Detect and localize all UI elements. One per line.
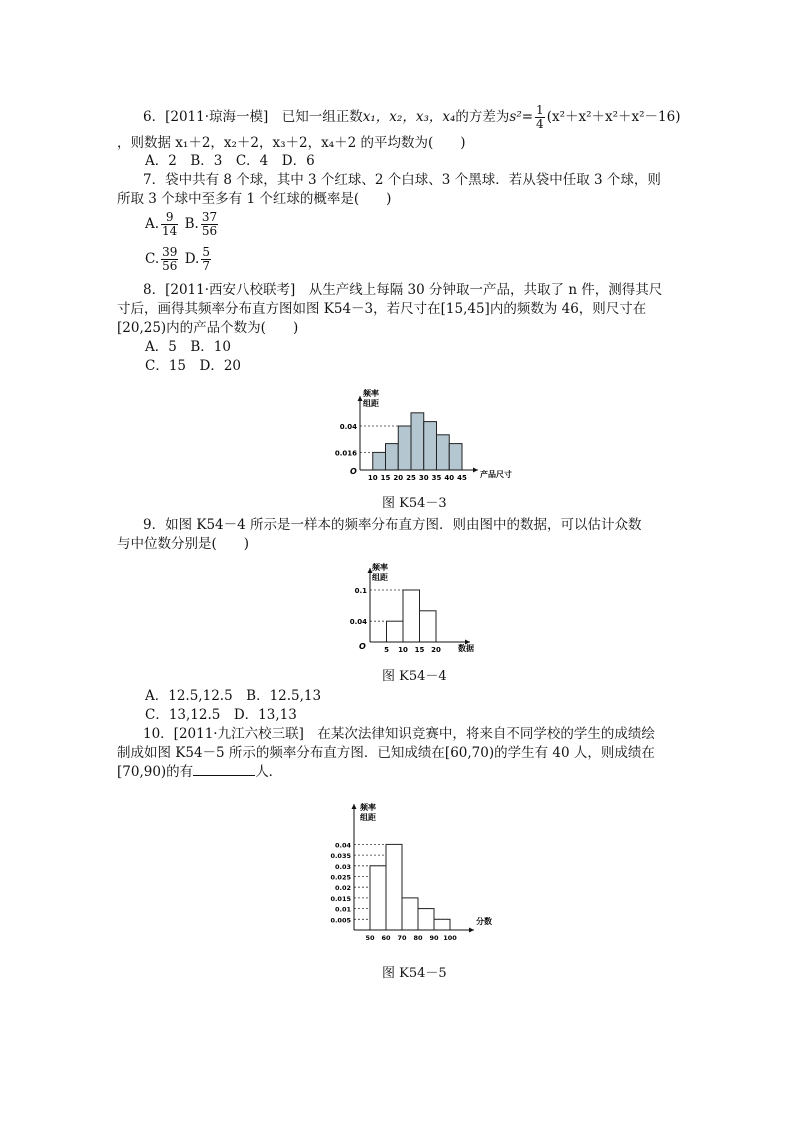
q7-optA-num: 9	[161, 211, 178, 225]
q6-expr: (x²＋x²＋x²＋x²－16)	[546, 109, 681, 125]
fig4-ylabel-1: 频率	[372, 563, 388, 572]
histogram-bar	[387, 621, 404, 642]
x-tick-label: 15	[380, 474, 391, 482]
histogram-bar	[386, 844, 402, 930]
y-tick-label: 0.005	[330, 916, 351, 925]
fig5-caption: 图 K54－5	[382, 966, 447, 981]
q8-line1: 8．[2011·西安八校联考] 从生产线上每隔 30 分钟取一产品，共取了 n 件，测得其尺	[143, 282, 663, 298]
fig4-xlabel: 数据	[458, 644, 474, 653]
q9-options-ab: A．12.5,12.5 B．12.5,13	[145, 688, 322, 704]
q10-line2: 制成如图 K54－5 所示的频率分布直方图．已知成绩在[60,70)的学生有 40 人，则成绩在	[117, 745, 655, 761]
fig5-ylabel-2: 组距	[360, 813, 376, 822]
x-tick-label: 70	[397, 934, 407, 942]
q7-optC-den: 56	[162, 259, 178, 273]
histogram-bar	[370, 866, 386, 930]
x-tick-label: 10	[398, 646, 408, 654]
fig3-ylabel-1: 频率	[363, 389, 379, 398]
histogram-bar	[420, 611, 437, 642]
x-tick-label: 25	[406, 474, 416, 482]
q7-optA-frac	[161, 211, 178, 238]
x-tick-label: 15	[414, 646, 425, 654]
x-axis-arrow	[473, 468, 478, 473]
y-tick-label: 0.035	[330, 852, 351, 861]
x-tick-label: 60	[381, 934, 391, 942]
histogram-bar	[403, 590, 420, 642]
histogram-bar	[411, 413, 424, 470]
x-tick-label: 5	[384, 646, 389, 654]
x-tick-label: 35	[431, 474, 442, 482]
q7-optA-label: A.	[145, 216, 160, 232]
q6-stem: 6．[2011·琼海一模] 已知一组正数	[143, 109, 363, 125]
fig4-caption: 图 K54－4	[382, 669, 447, 684]
q7-options-ab	[145, 211, 220, 238]
q9-line1: 9．如图 K54－4 所示是一样本的频率分布直方图．则由图中的数据，可以估计众数	[143, 517, 642, 533]
q6-fraction	[535, 104, 545, 131]
q6-s2: s²=	[509, 109, 534, 125]
fig4-ylabel-2: 组距	[372, 573, 388, 582]
q7-optD-den: 7	[202, 259, 210, 273]
y-tick-label: 0.1	[354, 587, 367, 595]
y-tick-label: 0.04	[334, 841, 351, 850]
q6-line1	[143, 104, 681, 131]
histogram-bar	[386, 444, 399, 470]
fig5-xlabel: 分数	[476, 917, 492, 926]
q7-optC-num: 39	[162, 245, 178, 259]
histogram-bar	[449, 444, 462, 470]
q8-options-cd: C．15 D．20	[145, 358, 242, 374]
q8-line3: [20,25)内的产品个数为( )	[117, 320, 299, 336]
x-tick-label: 20	[431, 646, 441, 654]
q9-options-cd: C．13,12.5 D．13,13	[145, 707, 297, 723]
fig3-caption: 图 K54－3	[382, 496, 447, 511]
figure-k54-3	[330, 388, 510, 488]
q7-optD-num: 5	[202, 245, 210, 259]
y-tick-label: 0.04	[349, 618, 367, 627]
q7-optD-frac	[201, 246, 211, 273]
q7-line1: 7．袋中共有 8 个球，其中 3 个红球、2 个白球、3 个黑球．若从袋中任取 3 个球，则	[143, 172, 661, 188]
q7-line2: 所取 3 个球中至多有 1 个红球的概率是( )	[117, 191, 392, 207]
q6-frac-den: 4	[536, 117, 544, 131]
q6-frac-num: 1	[536, 103, 544, 117]
fig5-ylabel-1: 频率	[360, 803, 376, 812]
q7-optC-frac	[161, 246, 178, 273]
y-tick-label: 0.03	[334, 862, 351, 871]
histogram-bar	[437, 435, 450, 470]
fig3-xlabel: 产品尺寸	[480, 470, 512, 479]
fig3-origin: O	[350, 467, 357, 476]
fig3-ylabel-2: 组距	[363, 399, 379, 408]
y-axis-arrow	[352, 804, 357, 809]
x-tick-label: 45	[457, 474, 467, 482]
q6-stem-mid: 的方差为	[455, 109, 510, 125]
y-tick-label: 0.015	[330, 894, 351, 903]
x-tick-label: 50	[365, 934, 375, 942]
histogram-bar	[424, 422, 437, 470]
q10-line1: 10．[2011·九江六校三联] 在某次法律知识竞赛中，将来自不同学校的学生的成绩绘	[143, 726, 655, 742]
q9-line2: 与中位数分别是( )	[117, 536, 250, 552]
histogram-bar	[434, 919, 450, 930]
x-axis-arrow	[469, 928, 474, 933]
fig4-origin: O	[359, 642, 366, 651]
q7-optB-label: B.	[184, 216, 199, 232]
histogram-bar	[402, 898, 418, 930]
y-tick-label: 0.04	[339, 423, 357, 431]
q10-answer-blank[interactable]	[193, 763, 255, 776]
x-tick-label: 10	[367, 474, 378, 482]
q6-options: A．2 B．3 C．4 D．6	[145, 153, 315, 169]
q10-line3-pre: [70,90)的有	[117, 764, 194, 780]
figure-k54-4	[350, 562, 480, 652]
figure-k54-5	[328, 800, 492, 945]
histogram-bar	[418, 909, 434, 930]
q7-optA-den: 14	[162, 224, 178, 238]
x-tick-label: 30	[418, 474, 429, 482]
q10-line3	[117, 763, 282, 781]
x-tick-label: 100	[443, 934, 457, 942]
q6-vars: x₁，x₂，x₃，x₄	[362, 109, 456, 125]
q7-optB-frac	[201, 211, 218, 238]
q10-line3-post: 人．	[255, 764, 283, 780]
q7-optB-num: 37	[201, 210, 218, 224]
x-tick-label: 20	[393, 474, 404, 482]
q7-optD-label: D.	[184, 251, 200, 267]
y-tick-label: 0.01	[334, 905, 351, 914]
histogram-bar	[373, 452, 386, 470]
x-tick-label: 80	[413, 934, 423, 942]
x-tick-label: 90	[429, 934, 439, 942]
y-tick-label: 0.02	[334, 884, 351, 893]
q8-options-ab: A．5 B．10	[145, 339, 231, 355]
q7-optC-label: C.	[145, 251, 160, 267]
y-tick-label: 0.025	[330, 873, 351, 882]
q7-options-cd	[145, 246, 213, 273]
y-axis-arrow	[358, 396, 363, 401]
y-tick-label: 0.016	[334, 449, 357, 458]
x-tick-label: 40	[444, 474, 455, 482]
q7-optB-den: 56	[201, 224, 218, 238]
histogram-bar	[398, 426, 411, 470]
q6-line2: ，则数据 x₁＋2，x₂＋2，x₃＋2，x₄＋2 的平均数为( )	[117, 135, 466, 151]
q8-line2: 寸后，画得其频率分布直方图如图 K54－3，若尺寸在[15,45]内的频数为 46，则尺寸在	[117, 301, 647, 317]
